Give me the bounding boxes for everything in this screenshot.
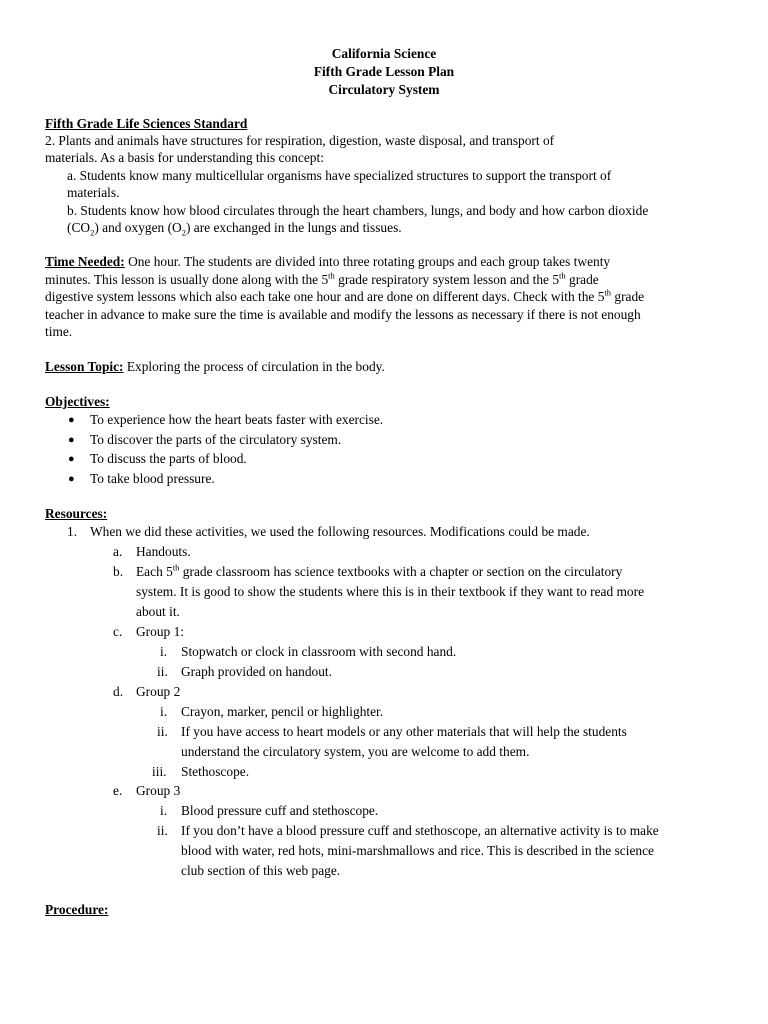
time-needed-line2: minutes. This lesson is usually done along with the 5th grade respiratory system lesson and the 5th grade [45, 270, 599, 287]
time-needed-label: Time Needed: [45, 254, 125, 269]
group-3-item: Blood pressure cuff and stethoscope. [181, 803, 379, 818]
lesson-topic: Lesson Topic: Exploring the process of circulation in the body. [45, 359, 385, 374]
standard-item-a-line1: a. Students know many multicellular organisms have specialized structures to support the transport of [67, 168, 612, 183]
list-marker-e: e. [113, 783, 123, 798]
bullet-icon: ● [68, 414, 75, 426]
roman-marker: i. [160, 644, 168, 659]
roman-marker: i. [160, 803, 168, 818]
list-marker-b: b. [113, 564, 124, 579]
resources-item-1-text: When we did these activities, we used the following resources. Modifications could be made. [90, 524, 590, 539]
standard-item-a-line2: materials. [67, 185, 120, 200]
roman-marker: ii. [157, 664, 168, 679]
group-2-item-cont: understand the circulatory system, you are welcome to add them. [181, 744, 530, 759]
objective-item: To experience how the heart beats faster with exercise. [90, 412, 384, 427]
group-3-item-cont: blood with water, red hots, mini-marshmallows and rice. This is described in the science [181, 843, 654, 858]
objective-item: To take blood pressure. [90, 471, 215, 486]
standard-intro-line2: materials. As a basis for understanding this concept: [45, 150, 324, 165]
roman-marker: iii. [152, 764, 167, 779]
time-needed-line3: digestive system lessons which also each take one hour and are done on different days. Check with the 5th grade [45, 287, 645, 304]
doc-title-line1: California Science [331, 46, 437, 61]
standard-intro-line1: 2. Plants and animals have structures for respiration, digestion, waste disposal, and transport of [45, 133, 555, 148]
time-needed-line1: Time Needed: One hour. The students are divided into three rotating groups and each group takes twenty [45, 254, 611, 269]
resources-item-number: 1. [67, 524, 78, 539]
roman-marker: i. [160, 704, 168, 719]
resource-group-2: Group 2 [136, 684, 181, 699]
resource-group-1: Group 1: [136, 624, 184, 639]
objective-item: To discover the parts of the circulatory system. [90, 432, 342, 447]
resource-textbooks-line1: Each 5th grade classroom has science textbooks with a chapter or section on the circulatory [136, 562, 623, 579]
bullet-icon: ● [68, 434, 75, 446]
standard-item-b-line2: $(CO_2)$ and oxygen $(O_2)$ are exchanged in the lungs and tissues. [67, 220, 402, 238]
lesson-topic-label: Lesson Topic: [45, 359, 124, 374]
roman-marker: ii. [157, 724, 168, 739]
list-marker-d: d. [113, 684, 124, 699]
time-needed-line5: time. [45, 324, 73, 339]
resource-handouts: Handouts. [136, 544, 191, 559]
resource-textbooks-line2: system. It is good to show the students where this is in their textbook if they want to read more [136, 584, 645, 599]
objective-item: To discuss the parts of blood. [90, 451, 247, 466]
time-needed-line4: teacher in advance to make sure the time is available and modify the lessons as necessary if there is not enough [45, 307, 641, 322]
roman-marker: ii. [157, 823, 168, 838]
list-marker-c: c. [113, 624, 123, 639]
objectives-heading: Objectives: [45, 394, 110, 409]
list-marker-a: a. [113, 544, 123, 559]
group-3-item: If you don’t have a blood pressure cuff and stethoscope, an alternative activity is to make [181, 823, 659, 838]
standard-item-b-line1: b. Students know how blood circulates through the heart chambers, lungs, and body and how carbon dioxide [67, 203, 649, 218]
procedure-heading: Procedure: [45, 902, 109, 917]
group-2-item: If you have access to heart models or any other materials that will help the students [181, 724, 627, 739]
group-2-item: Stethoscope. [181, 764, 250, 779]
doc-title-line3: Circulatory System [328, 82, 440, 97]
resource-textbooks-line3: about it. [136, 604, 180, 619]
group-3-item-cont: club section of this web page. [181, 863, 341, 878]
resource-group-3: Group 3 [136, 783, 181, 798]
group-2-item: Crayon, marker, pencil or highlighter. [181, 704, 384, 719]
group-1-item: Graph provided on handout. [181, 664, 332, 679]
bullet-icon: ● [68, 473, 75, 485]
doc-title-line2: Fifth Grade Lesson Plan [313, 64, 455, 79]
group-1-item: Stopwatch or clock in classroom with second hand. [181, 644, 457, 659]
standard-heading: Fifth Grade Life Sciences Standard [45, 116, 248, 131]
resources-heading: Resources: [45, 506, 108, 521]
bullet-icon: ● [68, 453, 75, 465]
